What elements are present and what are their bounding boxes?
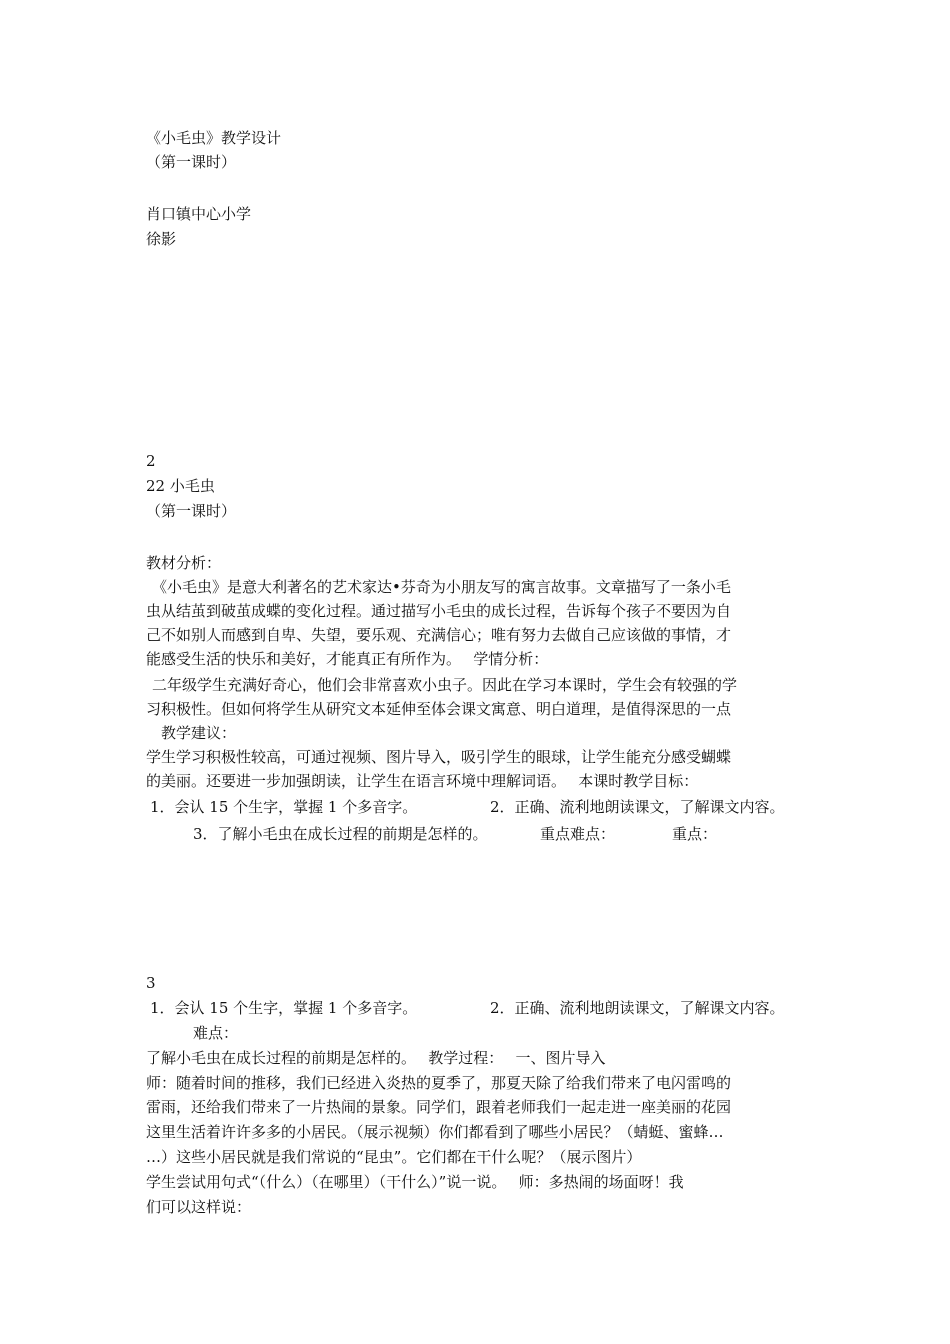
doc-subtitle: （第一课时）	[146, 153, 237, 171]
paragraph-line: 教学建议：	[146, 724, 237, 742]
paragraph-line: 二年级学生充满好奇心，他们会非常喜欢小虫子。因此在学习本课时，学生会有较强的学	[152, 676, 738, 694]
paragraph-line: 的美丽。还要进一步加强朗读，让学生在语言环境中理解词语。 本课时教学目标：	[146, 772, 699, 790]
paragraph-line: 学生学习积极性较高，可通过视频、图片导入，吸引学生的眼球，让学生能充分感受蝴蝶	[146, 748, 732, 766]
goal-3: 3．了解小毛虫在成长过程的前期是怎样的。	[193, 825, 488, 843]
paragraph-line: 了解小毛虫在成长过程的前期是怎样的。 教学过程： 一、图片导入	[146, 1049, 606, 1067]
goal-1: 1．会认 15 个生字，掌握 1 个多音字。	[150, 798, 418, 816]
goal-2: 2．正确、流利地朗读课文，了解课文内容。	[490, 798, 785, 816]
analysis-label: 教材分析：	[146, 554, 222, 572]
goal-2: 2．正确、流利地朗读课文，了解课文内容。	[490, 999, 785, 1017]
paragraph-line: 们可以这样说：	[146, 1198, 252, 1216]
lesson-subheading: （第一课时）	[146, 502, 237, 520]
key-difficult-label: 重点难点：	[540, 825, 616, 843]
paragraph-line: 学生尝试用句式“（什么）（在哪里）（干什么）”说一说。 师：多热闹的场面呀！我	[146, 1173, 684, 1191]
page-number: 2	[146, 452, 156, 470]
key-point-label: 重点：	[672, 825, 718, 843]
paragraph-line: 《小毛虫》是意大利著名的艺术家达•芬奇为小朋友写的寓言故事。文章描写了一条小毛	[152, 578, 731, 596]
page-number: 3	[146, 974, 156, 992]
paragraph-line: 师：随着时间的推移，我们已经进入炎热的夏季了，那夏天除了给我们带来了电闪雷鸣的	[146, 1074, 732, 1092]
paragraph-line: 能感受生活的快乐和美好，才能真正有所作为。 学情分析：	[146, 650, 549, 668]
doc-title: 《小毛虫》教学设计	[146, 129, 282, 147]
author-name: 徐影	[146, 230, 177, 248]
paragraph-line: 这里生活着许许多多的小居民。（展示视频）你们都看到了哪些小居民？（蜻蜓、蜜蜂…	[146, 1123, 724, 1141]
paragraph-line: 雷雨，还给我们带来了一片热闹的景象。同学们，跟着老师我们一起走进一座美丽的花园	[146, 1098, 732, 1116]
paragraph-line: …）这些小居民就是我们常说的“昆虫”。它们都在干什么呢？（展示图片）	[146, 1148, 642, 1166]
lesson-heading: 22 小毛虫	[146, 477, 215, 495]
goal-1: 1．会认 15 个生字，掌握 1 个多音字。	[150, 999, 418, 1017]
paragraph-line: 习积极性。但如何将学生从研究文本延伸至体会课文寓意、明白道理，是值得深思的一点	[146, 700, 732, 718]
difficult-label: 难点：	[193, 1024, 239, 1042]
paragraph-line: 虫从结茧到破茧成蝶的变化过程。通过描写小毛虫的成长过程，告诉每个孩子不要因为自	[146, 602, 732, 620]
paragraph-line: 己不如别人而感到自卑、失望，要乐观、充满信心；唯有努力去做自己应该做的事情，才	[146, 626, 732, 644]
school-name: 肖口镇中心小学	[146, 205, 252, 223]
